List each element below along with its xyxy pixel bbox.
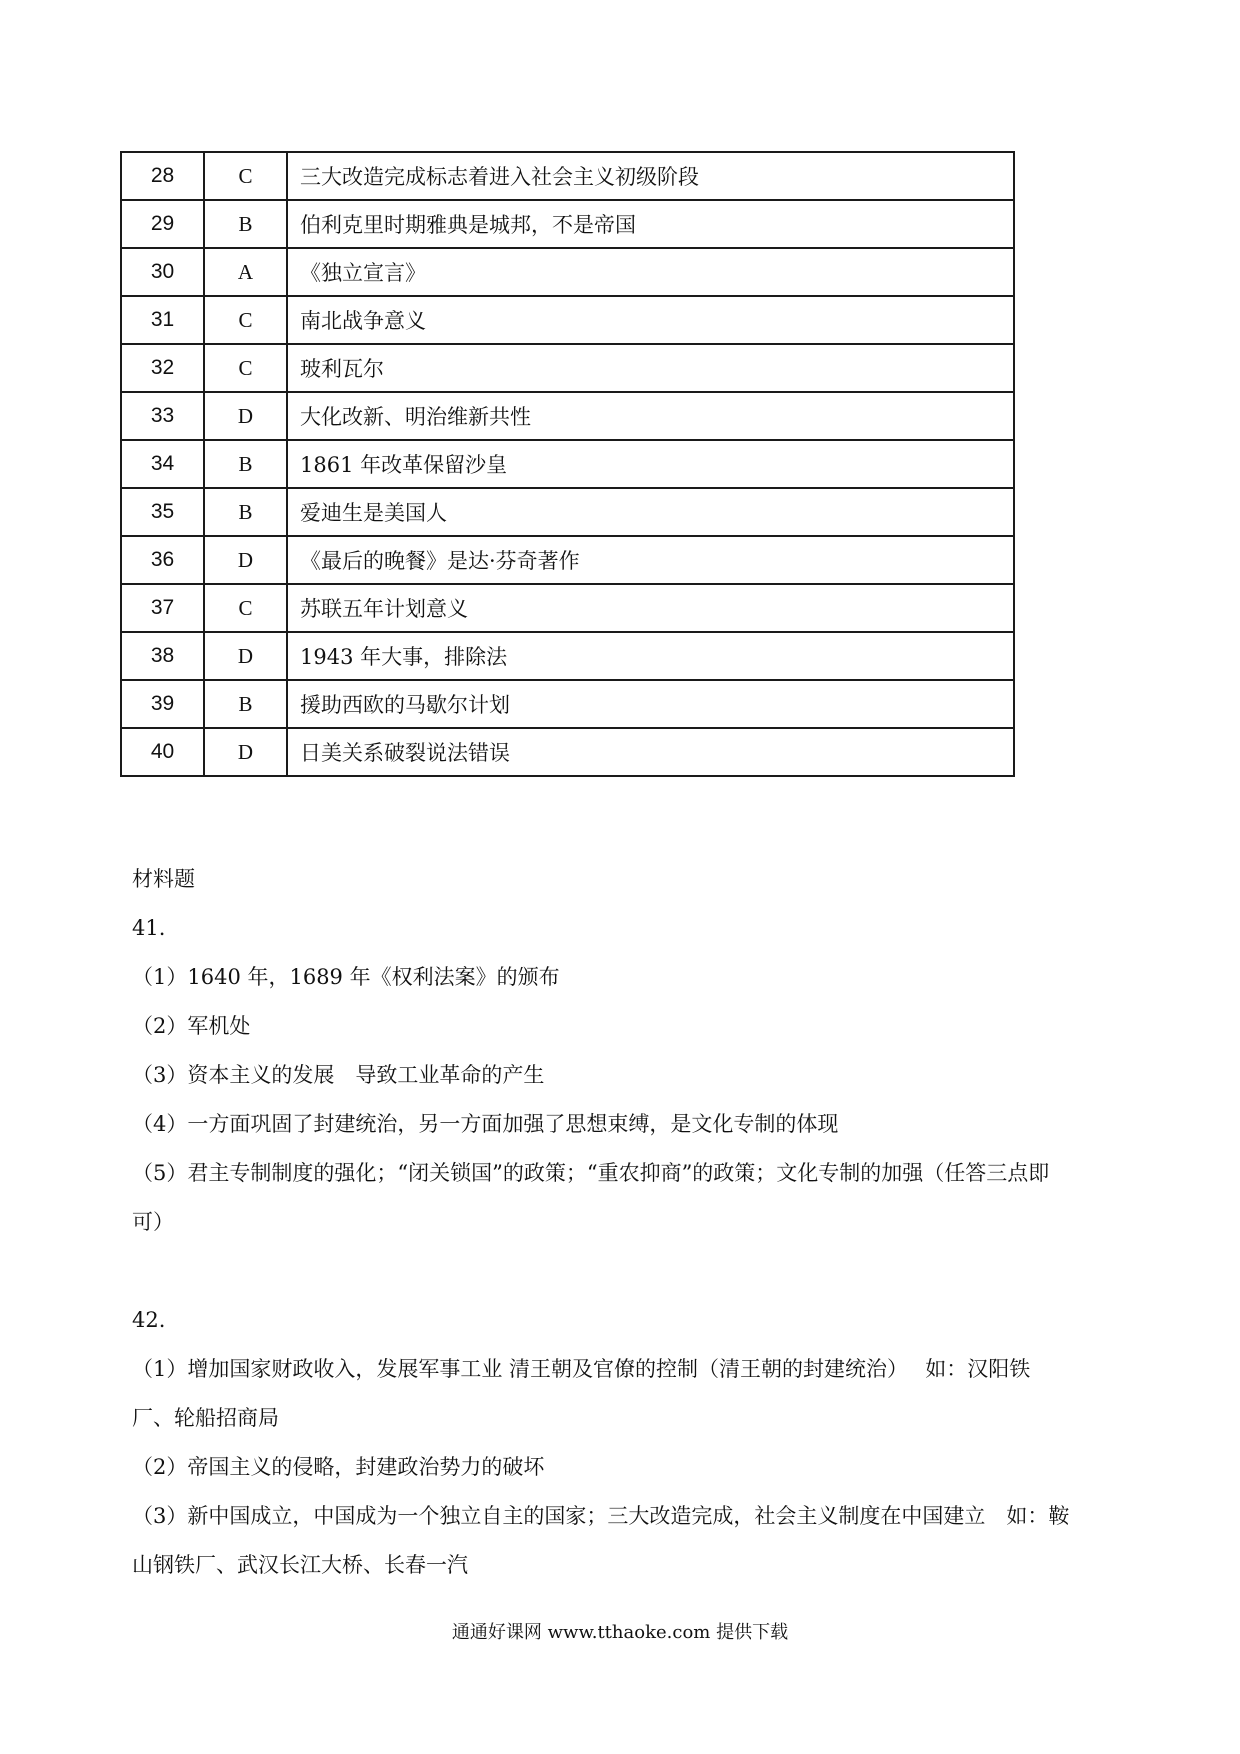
table-row xyxy=(121,200,1014,248)
table-row xyxy=(121,248,1014,296)
explanation-cell: 《最后的晚餐》是达·芬奇著作 xyxy=(287,536,1014,584)
question-number-cell: 34 xyxy=(121,440,204,488)
explanation-cell: 大化改新、明治维新共性 xyxy=(287,392,1014,440)
answer-letter-cell: B xyxy=(204,488,287,536)
question-number-cell: 33 xyxy=(121,392,204,440)
question-number-cell: 36 xyxy=(121,536,204,584)
explanation-cell: 1943 年大事，排除法 xyxy=(287,632,1014,680)
explanation-cell: 玻利瓦尔 xyxy=(287,344,1014,392)
table-row xyxy=(121,728,1014,776)
answer-letter-cell: A xyxy=(204,248,287,296)
explanation-cell: 1861 年改革保留沙皇 xyxy=(287,440,1014,488)
question-number-cell: 35 xyxy=(121,488,204,536)
explanation-cell: 伯利克里时期雅典是城邦，不是帝国 xyxy=(287,200,1014,248)
explanation-cell: 三大改造完成标志着进入社会主义初级阶段 xyxy=(287,152,1014,200)
question-number-cell: 30 xyxy=(121,248,204,296)
table-row xyxy=(121,392,1014,440)
section-title: 材料题 xyxy=(132,867,195,891)
table-row xyxy=(121,680,1014,728)
answer-letter-cell: D xyxy=(204,536,287,584)
page-footer: 通通好课网 www.tthaoke.com 提供下载 xyxy=(451,1622,789,1643)
table-row xyxy=(121,536,1014,584)
answer-letter-cell: D xyxy=(204,728,287,776)
answer-letter-cell: B xyxy=(204,200,287,248)
answer-letter-cell: D xyxy=(204,392,287,440)
answer-table-body xyxy=(121,152,1014,776)
explanation-cell: 爱迪生是美国人 xyxy=(287,488,1014,536)
explanation-cell: 援助西欧的马歇尔计划 xyxy=(287,680,1014,728)
table-row xyxy=(121,440,1014,488)
question-42-item-2: （2）帝国主义的侵略，封建政治势力的破坏 xyxy=(132,1455,545,1479)
question-41-number: 41. xyxy=(132,916,166,940)
answer-letter-cell: B xyxy=(204,440,287,488)
answer-letter-cell: C xyxy=(204,152,287,200)
table-row xyxy=(121,584,1014,632)
question-41-item-2: （2）军机处 xyxy=(132,1014,251,1038)
question-42-number: 42. xyxy=(132,1308,166,1332)
question-number-cell: 39 xyxy=(121,680,204,728)
spacer xyxy=(132,1247,1072,1296)
question-41-item-3: （3）资本主义的发展 导致工业革命的产生 xyxy=(132,1063,545,1087)
question-number-cell: 28 xyxy=(121,152,204,200)
question-41-item-5: （5）君主专制制度的强化；“闭关锁国”的政策；“重农抑商”的政策；文化专制的加强（任答三点即可） xyxy=(132,1161,1050,1234)
answer-table xyxy=(120,151,1015,777)
table-row xyxy=(121,152,1014,200)
answer-letter-cell: C xyxy=(204,584,287,632)
answer-letter-cell: B xyxy=(204,680,287,728)
question-41-item-4: （4）一方面巩固了封建统治，另一方面加强了思想束缚，是文化专制的体现 xyxy=(132,1112,839,1136)
table-row xyxy=(121,488,1014,536)
question-number-cell: 31 xyxy=(121,296,204,344)
question-42-item-1: （1）增加国家财政收入，发展军事工业 清王朝及官僚的控制（清王朝的封建统治） 如：汉阳铁厂、轮船招商局 xyxy=(132,1357,1031,1430)
table-row xyxy=(121,344,1014,392)
explanation-cell: 《独立宣言》 xyxy=(287,248,1014,296)
question-number-cell: 38 xyxy=(121,632,204,680)
explanation-cell: 苏联五年计划意义 xyxy=(287,584,1014,632)
answer-letter-cell: C xyxy=(204,344,287,392)
answer-letter-cell: C xyxy=(204,296,287,344)
table-row xyxy=(121,632,1014,680)
question-number-cell: 37 xyxy=(121,584,204,632)
question-42-item-3: （3）新中国成立，中国成为一个独立自主的国家；三大改造完成，社会主义制度在中国建立 如：鞍山钢铁厂、武汉长江大桥、长春一汽 xyxy=(132,1504,1070,1577)
question-41-item-1: （1）1640 年，1689 年《权利法案》的颁布 xyxy=(132,965,560,989)
question-number-cell: 40 xyxy=(121,728,204,776)
question-number-cell: 32 xyxy=(121,344,204,392)
material-section xyxy=(132,855,1072,1590)
explanation-cell: 日美关系破裂说法错误 xyxy=(287,728,1014,776)
question-number-cell: 29 xyxy=(121,200,204,248)
explanation-cell: 南北战争意义 xyxy=(287,296,1014,344)
table-row xyxy=(121,296,1014,344)
answer-letter-cell: D xyxy=(204,632,287,680)
